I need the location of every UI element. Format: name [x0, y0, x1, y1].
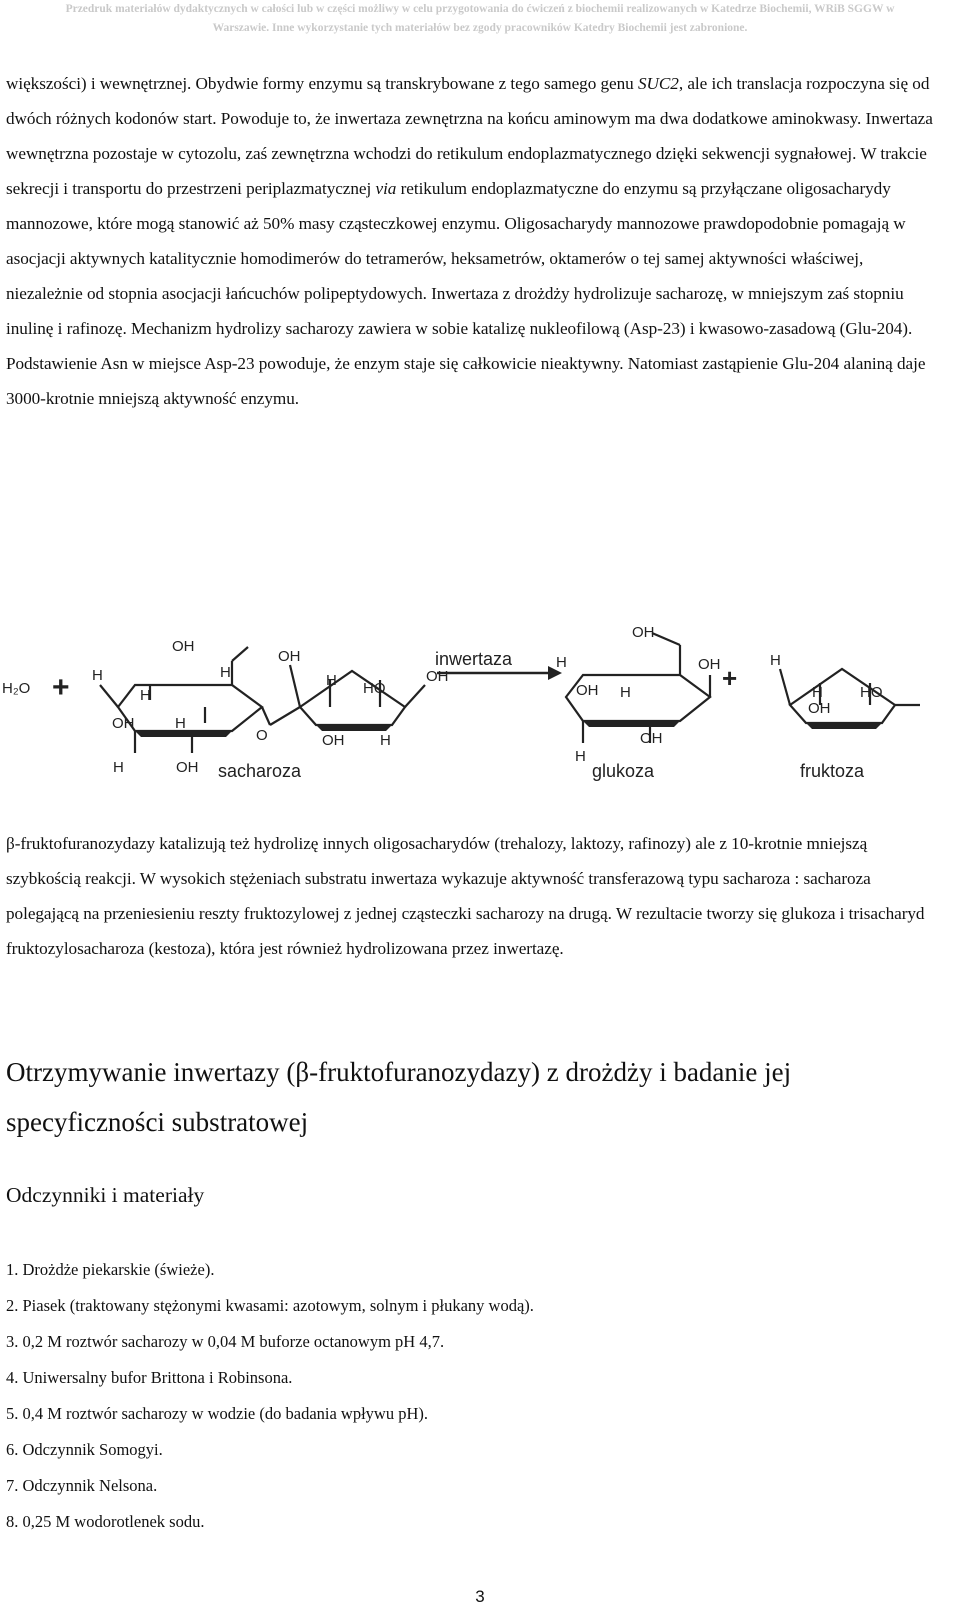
enzyme-label: inwertaza [435, 649, 513, 669]
subsection-title: Odczynniki i materiały [6, 1183, 205, 1207]
atom-label: H [175, 715, 186, 732]
paragraph-text: większości) i wewnętrznej. Obydwie formy enzymu są transkrybowane z tego samego genu [6, 74, 638, 93]
sucrose-hydrolysis-diagram [0, 625, 960, 810]
atom-label: OH [640, 730, 663, 747]
atom-label: H [575, 748, 586, 765]
atom-label: OH [576, 682, 599, 699]
copyright-line-2: Warszawie. Inne wykorzystanie tych materiałów bez zgody pracowników Katedry Biochemii jest zabronione. [212, 22, 748, 34]
atom-label: H [812, 684, 823, 701]
paragraph-text: , ale ich translacja rozpoczyna się od dwóch różnych kodonów start. Powoduje to, że inwertaza zewnętrzna na końcu aminowym ma dwa dodatkowe aminokwasy. Inwertaza wewnętrzna pozostaje w cytozolu, zaś zewnętrzna wchodzi do retikulum endoplazmatycznego dzięki sekwencji sygnałowej. W trakcie sekrecji i transportu do przestrzeni periplazmatycznej [6, 74, 933, 198]
atom-label: H [326, 672, 337, 689]
atom-label: HO [363, 680, 386, 697]
page-number: 3 [475, 1587, 485, 1606]
water-label: H₂O [2, 680, 31, 697]
copyright-notice [0, 0, 960, 38]
gene-name: SUC2 [637, 74, 679, 93]
sucrose-fructose-ring [300, 671, 405, 725]
list-item: 1. Drożdże piekarskie (świeże). [6, 1260, 215, 1279]
atom-label: OH [808, 700, 831, 717]
atom-label: H [620, 684, 631, 701]
list-item: 6. Odczynnik Somogyi. [6, 1440, 163, 1459]
section-title: Otrzymywanie inwertazy (β-fruktofuranozydazy) z drożdży i badanie jej specyficzności substratowej [6, 1057, 792, 1137]
materials-list [6, 1252, 534, 1540]
atom-label: H [140, 687, 151, 704]
copyright-line-1: Przedruk materiałów dydaktycznych w całości lub w części możliwy w celu przygotowania do ćwiczeń z biochemii realizowanych w Katedrze Biochemii, WRiB SGGW w [65, 3, 895, 15]
atom-label: OH [176, 759, 199, 776]
plus-sign: + [52, 671, 70, 704]
list-item: 5. 0,4 M roztwór sacharozy w wodzie (do badania wpływu pH). [6, 1404, 429, 1423]
list-item: 7. Odczynnik Nelsona. [6, 1476, 158, 1495]
list-item: 2. Piasek (traktowany stężonymi kwasami: azotowym, solnym i płukany wodą). [6, 1296, 534, 1315]
list-item: 3. 0,2 M roztwór sacharozy w 0,04 M buforze octanowym pH 4,7. [6, 1332, 445, 1351]
atom-label: OH [698, 656, 721, 673]
paragraph-invertase-forms [6, 66, 936, 416]
atom-label: OH [322, 732, 345, 749]
atom-label: H [220, 664, 231, 681]
atom-label: H [380, 732, 391, 749]
paragraph-text: retikulum endoplazmatyczne do enzymu są przyłączane oligosacharydy mannozowe, które mogą stanowić aż 50% masy cząsteczkowej enzymu. Oligosacharydy mannozowe prawdopodobnie pomagają w asocjacji aktywnych katalitycznie homodimerów do tetramerów, heksametrów, oktamerów o tej samej aktywności właściwej, niezależnie od stopnia asocjacji łańcuchów polipeptydowych. Inwertaza z drożdży hydrolizuje sacharozę, w mniejszym zaś stopniu inulinę i rafinozę. Mechanizm hydrolizy sacharozy zawiera w sobie katalizę nukleofilową (Asp-23) i kwasowo-zasadową (Glu-204). Podstawienie Asn w miejsce Asp-23 powoduje, że enzym staje się całkowicie nieaktywny. Natomiast zastąpienie Glu-204 alaniną daje 3000-krotnie mniejszą aktywność enzymu. [6, 179, 926, 408]
list-item: 4. Uniwersalny bufor Brittona i Robinsona. [6, 1368, 293, 1387]
atom-label: O [256, 727, 268, 744]
atom-label: OH [632, 625, 655, 641]
atom-label: H [113, 759, 124, 776]
sucrose-label: sacharoza [218, 761, 302, 781]
atom-label: OH [426, 668, 449, 685]
atom-label: OH [112, 715, 135, 732]
atom-label: H [770, 652, 781, 669]
atom-label: OH [172, 638, 195, 655]
atom-label: HO [860, 684, 883, 701]
atom-label: OH [278, 648, 301, 665]
list-item: 8. 0,25 M wodorotlenek sodu. [6, 1512, 205, 1531]
atom-label: H [556, 654, 567, 671]
via-italic: via [375, 179, 397, 198]
atom-label: H [92, 667, 103, 684]
fructose-label: fruktoza [800, 761, 865, 781]
glucose-label: glukoza [592, 761, 655, 781]
plus-sign: + [722, 663, 738, 693]
paragraph-fructofuranosidases: β-fruktofuranozydazy katalizują też hydrolizę innych oligosacharydów (trehalozy, laktozy, rafinozy) ale z 10-krotnie mniejszą szybkością reakcji. W wysokich stężeniach substratu inwertaza wykazuje aktywność transferazową typu sacharoza : sacharoza polegającą na przeniesieniu reszty fruktozylowej z jednej cząsteczki sacharozy na drugą. W rezultacie tworzy się glukoza i trisacharyd fruktozylosacharoza (kestoza), która jest również hydrolizowana przez inwertazę. [6, 834, 925, 958]
